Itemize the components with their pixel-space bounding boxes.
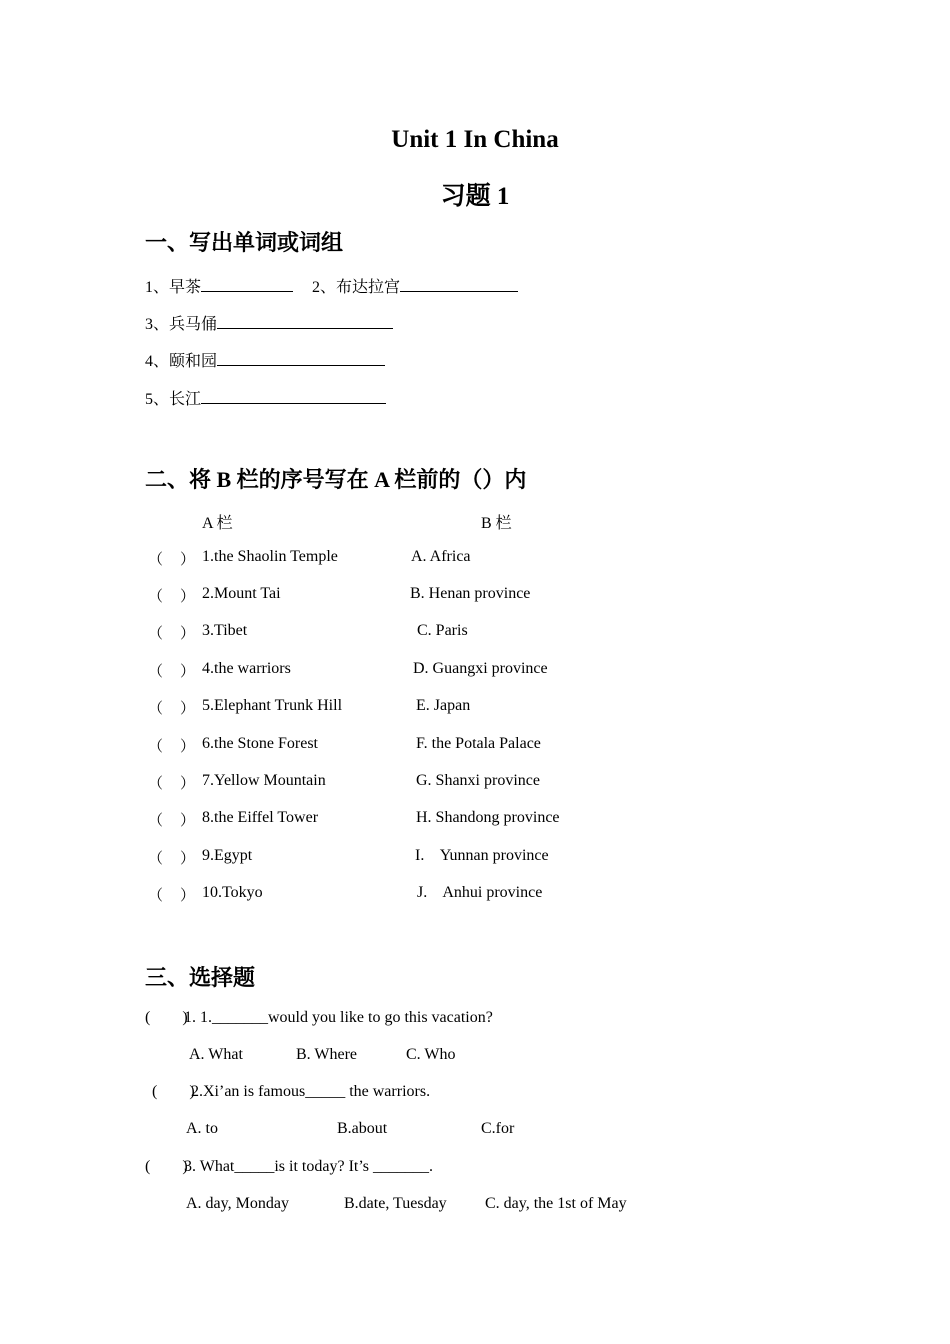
question-3-option-b: B.date, Tuesday xyxy=(344,1195,447,1212)
answer-paren-close: ） xyxy=(180,589,196,605)
fill-item-3 xyxy=(145,311,393,334)
answer-paren-close: ） xyxy=(180,664,196,680)
question-3-option-a: A. day, Monday xyxy=(186,1195,289,1212)
item-number: 2、 xyxy=(312,279,337,296)
answer-paren-close: ） xyxy=(180,739,196,755)
match-item-b: C. Paris xyxy=(417,622,468,639)
answer-blank[interactable] xyxy=(201,277,293,292)
answer-paren-close: ） xyxy=(180,851,196,867)
match-item-b: G. Shanxi province xyxy=(416,772,540,789)
item-text: 长江 xyxy=(169,391,202,408)
answer-paren-close: ） xyxy=(180,701,196,717)
match-item-b: B. Henan province xyxy=(410,585,531,602)
fill-item-1 xyxy=(145,274,293,297)
item-text: 颐和园 xyxy=(169,353,218,370)
question-1-stem: 1. 1._______would you like to go this vacation? xyxy=(184,1009,493,1026)
question-2-stem: 2.Xi’an is famous_____ the warriors. xyxy=(191,1083,431,1100)
item-number: 3、 xyxy=(145,316,170,333)
answer-paren-close: ） xyxy=(180,776,196,792)
answer-paren-open[interactable]: （ xyxy=(148,888,164,904)
item-number: 5、 xyxy=(145,391,170,408)
question-2-option-c: C.for xyxy=(481,1120,515,1137)
match-item-b: E. Japan xyxy=(416,697,471,714)
match-item-a: 4.the warriors xyxy=(202,660,291,677)
match-item-b: H. Shandong province xyxy=(416,809,560,826)
match-item-a: 3.Tibet xyxy=(202,622,248,639)
answer-paren-close: ） xyxy=(180,888,196,904)
answer-paren-open[interactable]: （ xyxy=(148,701,164,717)
answer-paren-open[interactable]: （ xyxy=(148,552,164,568)
match-item-a: 7.Yellow Mountain xyxy=(202,772,326,789)
question-1-option-c: C. Who xyxy=(406,1046,456,1063)
section-3-heading: 三、选择题 xyxy=(145,965,256,990)
match-item-a: 9.Egypt xyxy=(202,847,253,864)
answer-blank[interactable] xyxy=(217,314,393,329)
match-item-b: F. the Potala Palace xyxy=(416,735,541,752)
answer-paren-open[interactable]: （ xyxy=(148,626,164,642)
answer-blank[interactable] xyxy=(217,351,385,366)
section-1-heading: 一、写出单词或词组 xyxy=(145,230,344,255)
answer-paren-close: ） xyxy=(180,813,196,829)
match-item-a: 8.the Eiffel Tower xyxy=(202,809,319,826)
item-text: 早茶 xyxy=(169,279,202,296)
question-3-paren[interactable]: ( ) xyxy=(145,1158,188,1175)
question-3-option-c: C. day, the 1st of May xyxy=(485,1195,627,1212)
match-item-b: A. Africa xyxy=(411,548,471,565)
fill-item-5 xyxy=(145,386,386,409)
answer-blank[interactable] xyxy=(201,389,386,404)
answer-paren-close: ） xyxy=(180,552,196,568)
question-2-paren[interactable]: ( ) xyxy=(152,1083,195,1100)
answer-paren-open[interactable]: （ xyxy=(148,589,164,605)
question-1-option-b: B. Where xyxy=(296,1046,358,1063)
item-number: 1、 xyxy=(145,279,170,296)
item-number: 4、 xyxy=(145,353,170,370)
match-item-a: 6.the Stone Forest xyxy=(202,735,318,752)
match-item-a: 1.the Shaolin Temple xyxy=(202,548,338,565)
question-2-option-b: B.about xyxy=(337,1120,388,1137)
page-subtitle: 习题 1 xyxy=(440,183,510,210)
answer-paren-open[interactable]: （ xyxy=(148,664,164,680)
answer-paren-open[interactable]: （ xyxy=(148,813,164,829)
item-text: 兵马俑 xyxy=(169,316,218,333)
question-1-option-a: A. What xyxy=(189,1046,243,1063)
section-2-heading: 二、将 B 栏的序号写在 A 栏前的（）内 xyxy=(145,467,527,492)
question-3-stem: 3. What_____is it today? It’s _______. xyxy=(184,1158,434,1175)
answer-paren-open[interactable]: （ xyxy=(148,776,164,792)
match-item-b: J. Anhui province xyxy=(417,884,543,901)
answer-paren-close: ） xyxy=(180,626,196,642)
match-item-a: 5.Elephant Trunk Hill xyxy=(202,697,343,714)
answer-paren-open[interactable]: （ xyxy=(148,851,164,867)
item-text: 布达拉宫 xyxy=(336,279,401,296)
answer-paren-open[interactable]: （ xyxy=(148,739,164,755)
column-b-header: B 栏 xyxy=(481,515,512,532)
question-2-option-a: A. to xyxy=(186,1120,218,1137)
match-item-b: D. Guangxi province xyxy=(413,660,548,677)
fill-item-4 xyxy=(145,348,385,371)
question-1-paren[interactable]: ( ) xyxy=(145,1009,188,1026)
match-item-a: 2.Mount Tai xyxy=(202,585,281,602)
match-item-a: 10.Tokyo xyxy=(202,884,263,901)
fill-item-2 xyxy=(312,274,518,297)
match-item-b: I. Yunnan province xyxy=(415,847,549,864)
answer-blank[interactable] xyxy=(400,277,518,292)
column-a-header: A 栏 xyxy=(202,515,233,532)
page-title: Unit 1 In China xyxy=(391,126,559,153)
